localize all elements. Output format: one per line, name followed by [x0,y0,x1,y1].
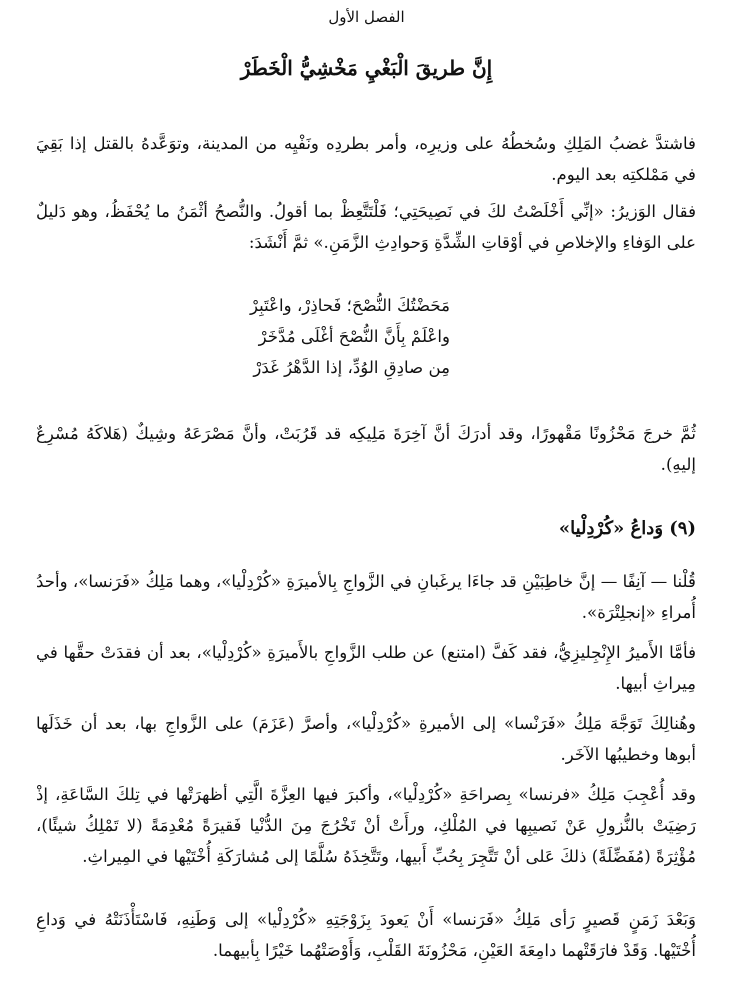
poem-line-1: مَحَضْتُكَ النُّصْحَ؛ فَحاذِرْ، واعْتَبِرْ [249,296,450,315]
paragraph-minister-speech: فقال الوَزيرُ: «إنِّي أَخْلَصْتُ لكَ في نَصِيحَتِي؛ فَلْتَتَّعِظْ بما أقولُ. والنُّصحُ أثْمَنُ ما يُحْفَظُ، وهو دَليلٌ على الوَفاءِ والإخلاصِ في أوْقاتِ الشِّدَّةِ وَحوادِثِ الزَّمَنِ.» ثمَّ أَنْشَدَ: [36,202,696,252]
paragraph-king-anger: فاشتدَّ غضبُ المَلِكِ وسُخطُهُ على وزيرِه، وأمر بطردِه ونَفْيِه من المدينة، وتوَعَّدهُ بالقتل إذا بَقِيَ في مَمْلكتِه بعد اليوم. [36,134,696,184]
paragraph-english-prince: فأمَّا الأَميرُ الإِنْجِليزِيُّ، فقد كَفَّ (امتنع) عن طلب الزَّواجِ بالأَميرَةِ «كُرْدِلْيا»، بعد أن فقدَتْ حقَّها في مِيراثِ أبيها. [36,643,696,693]
paragraph-french-king: وهُنالِكَ تَوَجَّهَ مَلِكُ «فَرَنْسا» إلى الأميرةِ «كُرْدِلْيا»، وأصرَّ (عَزَمَ) على الزَّواجِ بها، بعد أن خَذَلَها أبوها وخطيبُها الآخَر. [36,714,696,764]
paragraph-two-suitors: قُلْنا — آنِفًا — إنَّ خاطِبَيْنِ قد جاءَا يرغَبانِ في الزَّواجِ بِالأميرَةِ «كُرْدِلْيا»، وهما مَلِكُ «فَرَنسا»، وأحدُ أُمراءِ «إنجلِتْرَة». [36,572,696,622]
poem-line-2: واعْلَمْ بِأَنَّ النُّصْحَ أغْلَى مُدَّخَرْ [258,327,450,346]
paragraph-admiration: وقد أُعْجِبَ مَلِكُ «فرنسا» بِصراحَةِ «كُرْدِلْيا»، وأكبرَ فيها العِزَّةَ الَّتِي أظهرَتْها في تِلكَ السَّاعَةِ، إذْ رَضِيَتْ بالنُّزولِ عَنْ نَصيبِها في المُلْكِ، ورأَتْ أنْ تَخْرُجَ مِنَ الدُّنْيا فَقيرَةً مُعْدِمَةً (لا تَمْلِكُ شيئًا)، مُؤْثِرَةً (مُفَضِّلَةً) ذلكَ عَلى أنْ تَتَّجِرَ بِحُبِّ أَبيها، وتَتَّخِذَهُ سُلَّمًا إلى مُشارَكَةِ أُخْتَيْها في المِيراثِ. [36,785,696,866]
chapter-header: الفصل الأول [328,8,405,26]
paragraph-minister-exit: ثُمَّ خرجَ مَحْزُونًا مَقْهورًا، وقد أدرَكَ أنَّ آخِرَةَ مَلِيكِه قد قَرُبَتْ، وأنَّ مَصْرَعَهُ وشِيكٌ (هَلاكَهُ مُسْرِعٌ إليهِ). [36,424,696,474]
poem-line-3: مِن صادِقِ الوُدِّ، إذا الدَّهْرُ غَدَرْ [253,358,450,377]
paragraph-farewell: وَبَعْدَ زَمَنٍ قَصيرٍ رَأى مَلِكُ «فَرَنسا» أَنْ يَعودَ بِزَوْجَتِهِ «كُرْدِلْيا» إلى وَطَنِهِ، فَاسْتَأْذَنَتْهُ في وَداعِ أُخْتَيْها. وَقَدْ فارَقَتْهما دامِعَةَ العَيْنِ، مَحْزُونَةَ القَلْبِ، وَأَوْصَتْهُما خَيْرًا بِأبيهما. [36,910,696,960]
poem-title: إِنَّ طريقَ الْبَغْيِ مَخْشِيُّ الْخَطَرْ [240,56,493,80]
section-heading: (٩) وَداعُ «كُرْدِلْيا» [558,518,696,539]
poem-verse [150,290,450,383]
